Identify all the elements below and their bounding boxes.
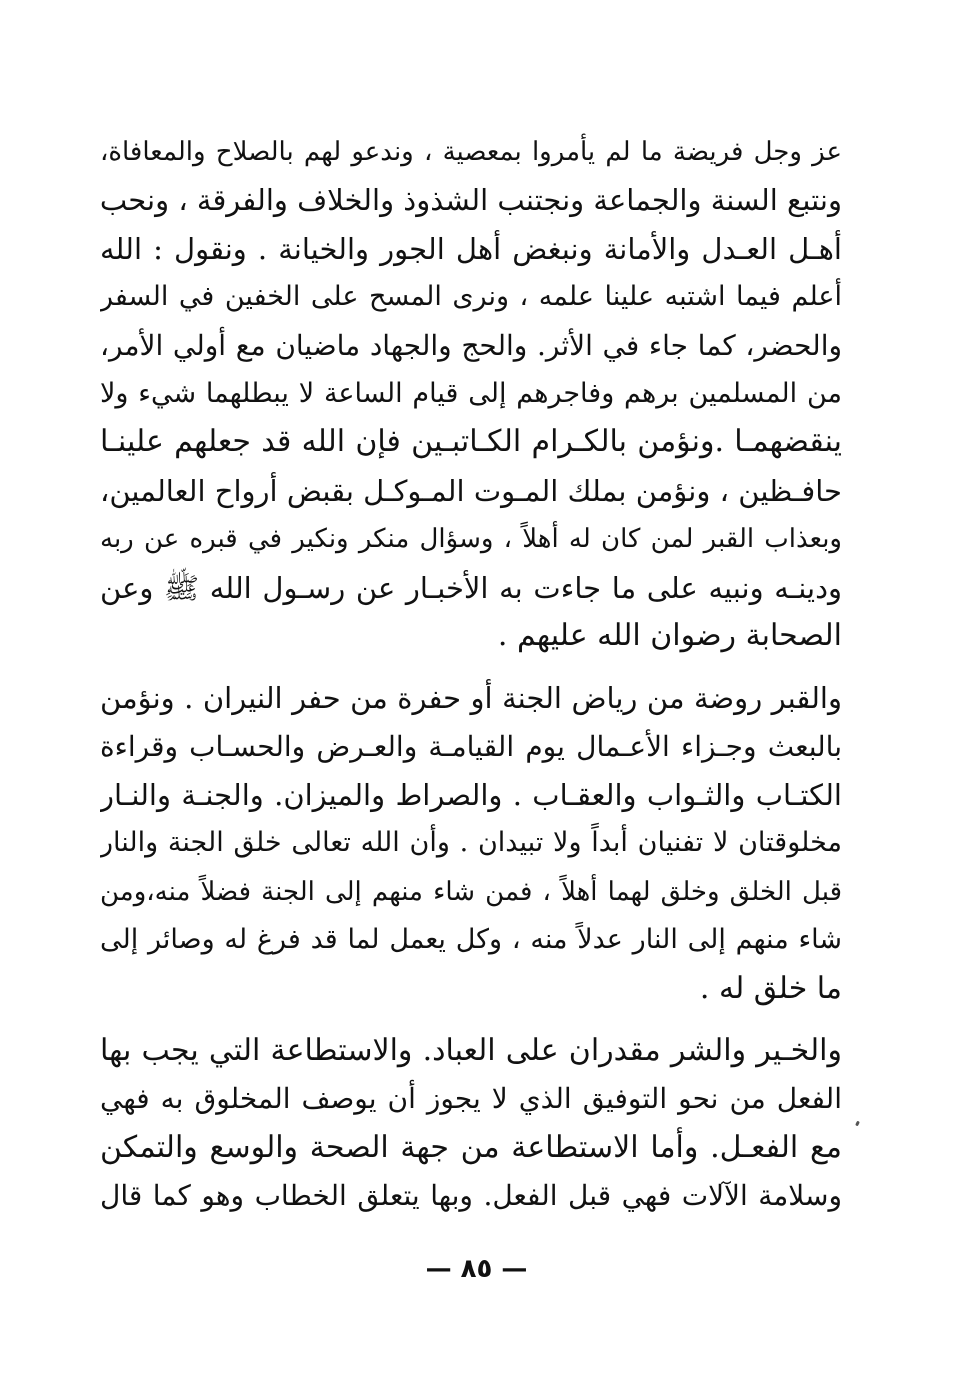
text-line: ونتبع السنة والجماعة ونجتنب الشذوذ والخلاف والفرقة ، ونحب <box>100 183 842 218</box>
text-line: وسلامة الآلات فهي قبل الفعل. وبها يتعلق الخطاب وهو كما قال <box>100 1179 842 1213</box>
page-body <box>100 128 842 1221</box>
text-line: أهـل العـدل والأمانة ونبغض أهل الجور والخيانة . ونقول : الله <box>100 231 842 266</box>
text-line: ينقضهمـا .ونؤمن بالكـرام الكـاتبـين فإن الله قد جعلهم علينـا <box>100 424 842 460</box>
text-line: والخـير والشر مقدران على العباد. والاستطاعة التي يجب بها <box>100 1033 842 1069</box>
text-line: مخلوقتان لا تفنيان أبداً ولا تبيدان . وأن الله تعالى خلق الجنة والنار <box>100 827 842 859</box>
page-number: — ٨٥ — <box>425 1254 528 1284</box>
paragraph-2 <box>100 674 842 1013</box>
text-line: من المسلمين برهم وفاجرهم إلى قيام الساعة لا يبطلهما شيء ولا <box>100 377 842 409</box>
text-line: عز وجل فريضة ما لم يأمروا بمعصية ، وندعو لهم بالصلاح والمعافاة، <box>100 137 842 167</box>
text-line: وبعذاب القبر لمن كان له أهلاً ، وسؤال منكر ونكير في قبره عن ربه <box>100 524 842 555</box>
text-line: والحضر، كما جاء في الأثر. والحج والجهاد ماضيان مع أولي الأمر، <box>100 328 842 362</box>
paragraph-gap <box>100 1013 842 1027</box>
text-line: الكتـاب والثـواب والعقـاب . والصراط والميزان. والجنـة والنـار <box>100 778 842 813</box>
text-line: الصحابة رضوان الله عليهم . <box>497 617 842 653</box>
paragraph-3 <box>100 1027 842 1221</box>
text-line: ودينـه ونبيه على ما جاءت به الأخبـار عن رسـول الله ﷺ وعن <box>100 570 842 605</box>
paragraph-gap <box>100 660 842 674</box>
paragraph-1 <box>100 128 842 660</box>
scan-speck <box>855 1121 860 1127</box>
text-line: ما خلق له . <box>699 970 842 1006</box>
text-line: حافـظين ، ونؤمن بملك المـوت المـوكـل بقبض أرواح العالمين، <box>100 473 842 508</box>
text-line: شاء منهم إلى النار عدلاً منه ، وكل يعمل لما قد فرغ له وصائر إلى <box>100 924 842 956</box>
text-line: والقبر روضة من رياض الجنة أو حفرة من حفر النيران . ونؤمن <box>100 681 842 716</box>
text-line: بالبعث وجـزاء الأعـمال يوم القيامـة والعـرض والحسـاب وقراءة <box>100 729 842 763</box>
text-line: مع الفعـل. وأما الاستطاعة من جهة الصحة والوسع والتمكن <box>100 1129 842 1165</box>
text-line: قبل الخلق وخلق لهما أهلاً ، فمن شاء منهم إلى الجنة فضلاً منه،ومن <box>100 876 842 907</box>
text-line: أعلم فيما اشتبه علينا علمه ، ونرى المسح على الخفين في السفر <box>100 281 842 313</box>
text-line: الفعل من نحو التوفيق الذي لا يجوز أن يوصف المخلوق به فهي <box>100 1082 842 1116</box>
